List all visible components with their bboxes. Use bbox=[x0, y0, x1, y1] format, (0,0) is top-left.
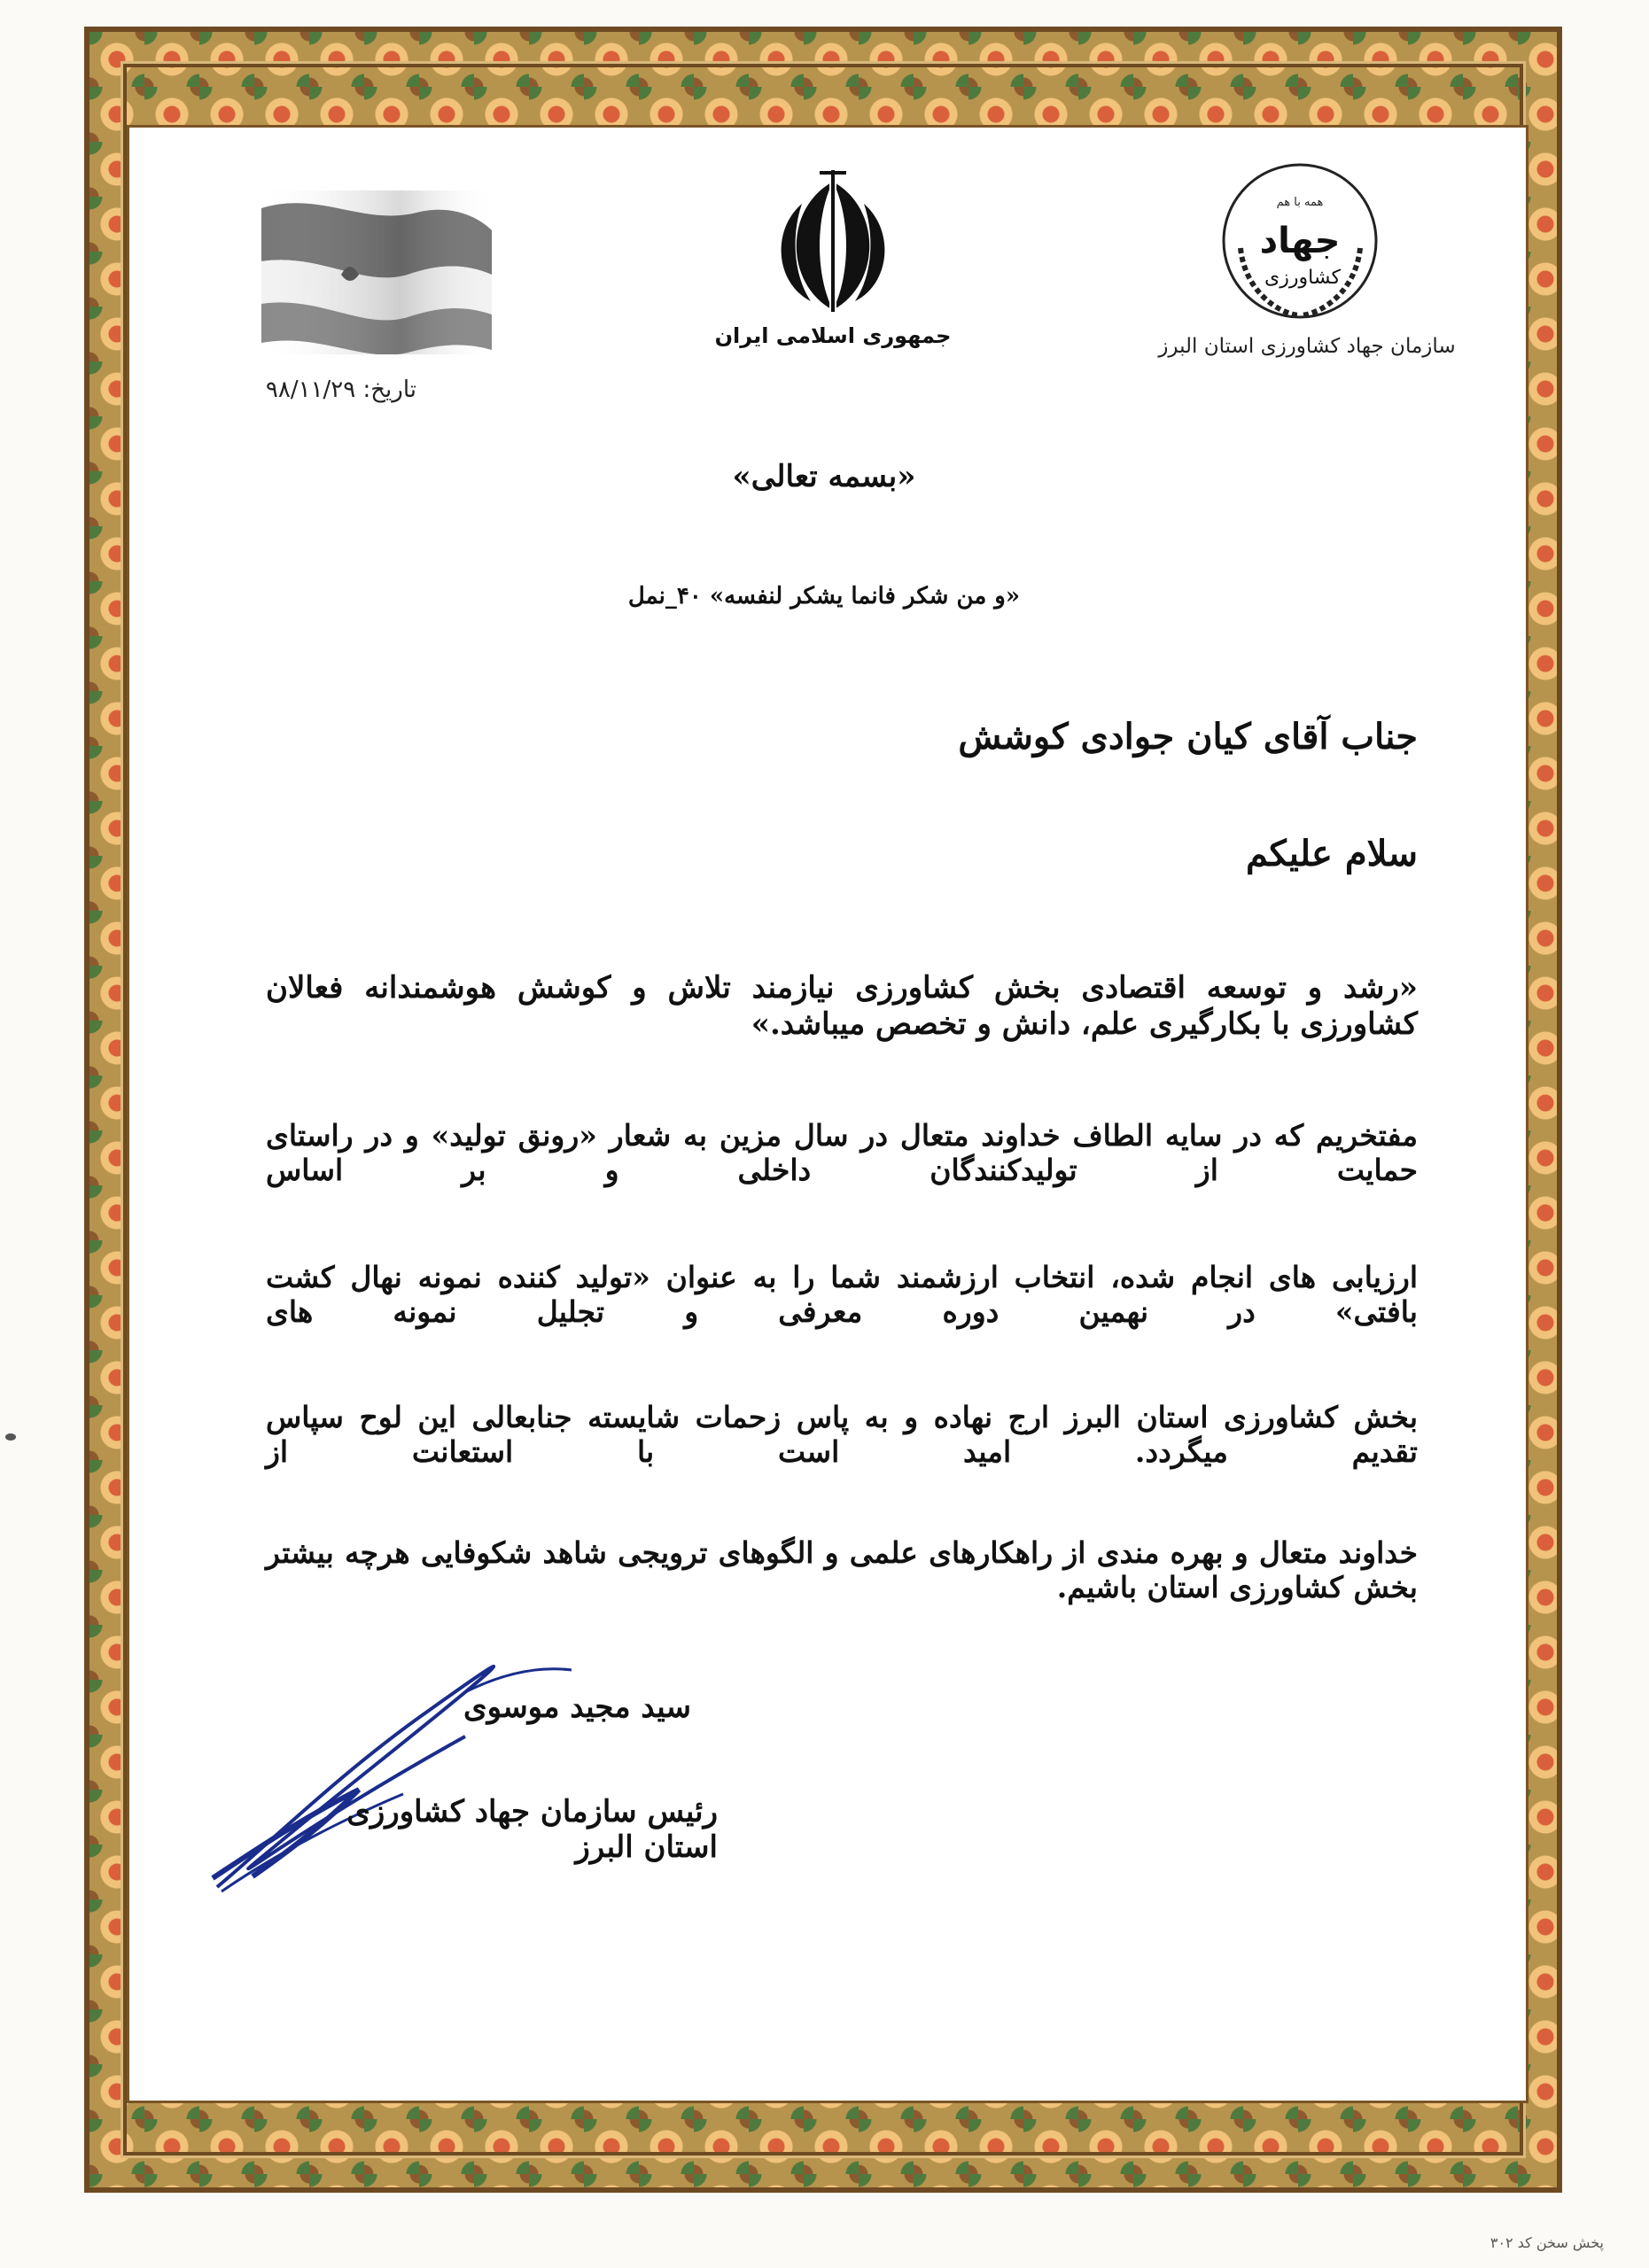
iran-emblem-icon bbox=[766, 168, 899, 315]
quran-verse: «و من شکر فانما یشکر لنفسه» ۴۰_نمل bbox=[627, 583, 1021, 610]
body-line-4: خداوند متعال و بهره مندی از راهکارهای علمی و الگوهای ترویجی شاهد شکوفایی هرچه بیشتر بخش کشاورزی استان باشیم. bbox=[266, 1535, 1418, 1604]
body-line-3: بخش کشاورزی استان البرز ارج نهاده و به پاس زحمات شایسته جنابعالی این لوح سپاس تقدیم میگردد. امید است با استعانت از bbox=[266, 1400, 1418, 1469]
jihad-agriculture-logo-icon bbox=[1218, 159, 1382, 323]
quote-paragraph: «رشد و توسعه اقتصادی بخش کشاورزی نیازمند تلاش و کوشش هوشمندانه فعالان کشاورزی با بکارگیری علم، دانش و تخصص میباشد.» bbox=[266, 970, 1418, 1042]
body-line-2: ارزیابی های انجام شده، انتخاب ارزشمند شما را به عنوان «تولید کننده نمونه نهال کشت بافتی» در نهمین دوره معرفی و تجلیل نمونه های bbox=[266, 1260, 1418, 1329]
signatory-name: سید مجید موسوی bbox=[463, 1689, 691, 1725]
greeting: سلام علیکم bbox=[1246, 833, 1418, 874]
handwritten-signature bbox=[199, 1639, 696, 1905]
printer-footer: پخش سخن کد ۳۰۲ bbox=[1490, 2234, 1604, 2251]
ink-speck bbox=[5, 1433, 16, 1441]
country-name: جمهوری اسلامی ایران bbox=[714, 323, 952, 348]
signatory-title: رئیس سازمان جهاد کشاورزی استان البرز bbox=[346, 1794, 718, 1865]
logo-motto: همه با هم bbox=[1276, 196, 1324, 209]
logo-sub-text: کشاورزی bbox=[1264, 267, 1341, 289]
addressee: جناب آقای کیان جوادی کوشش bbox=[958, 716, 1418, 757]
body-line-1: مفتخریم که در سایه الطاف خداوند متعال در سال مزین به شعار «رونق تولید» و در راستای حمایت از تولیدکنندگان داخلی و بر اساس bbox=[266, 1118, 1418, 1187]
iran-flag-icon bbox=[257, 190, 496, 354]
date-label: تاریخ: ۹۸/۱۱/۲۹ bbox=[265, 377, 416, 403]
logo-main-text: جهاد bbox=[1259, 221, 1341, 261]
organization-name: سازمان جهاد کشاورزی استان البرز bbox=[1158, 335, 1456, 358]
bismillah-heading: «بسمه تعالی» bbox=[732, 459, 916, 494]
